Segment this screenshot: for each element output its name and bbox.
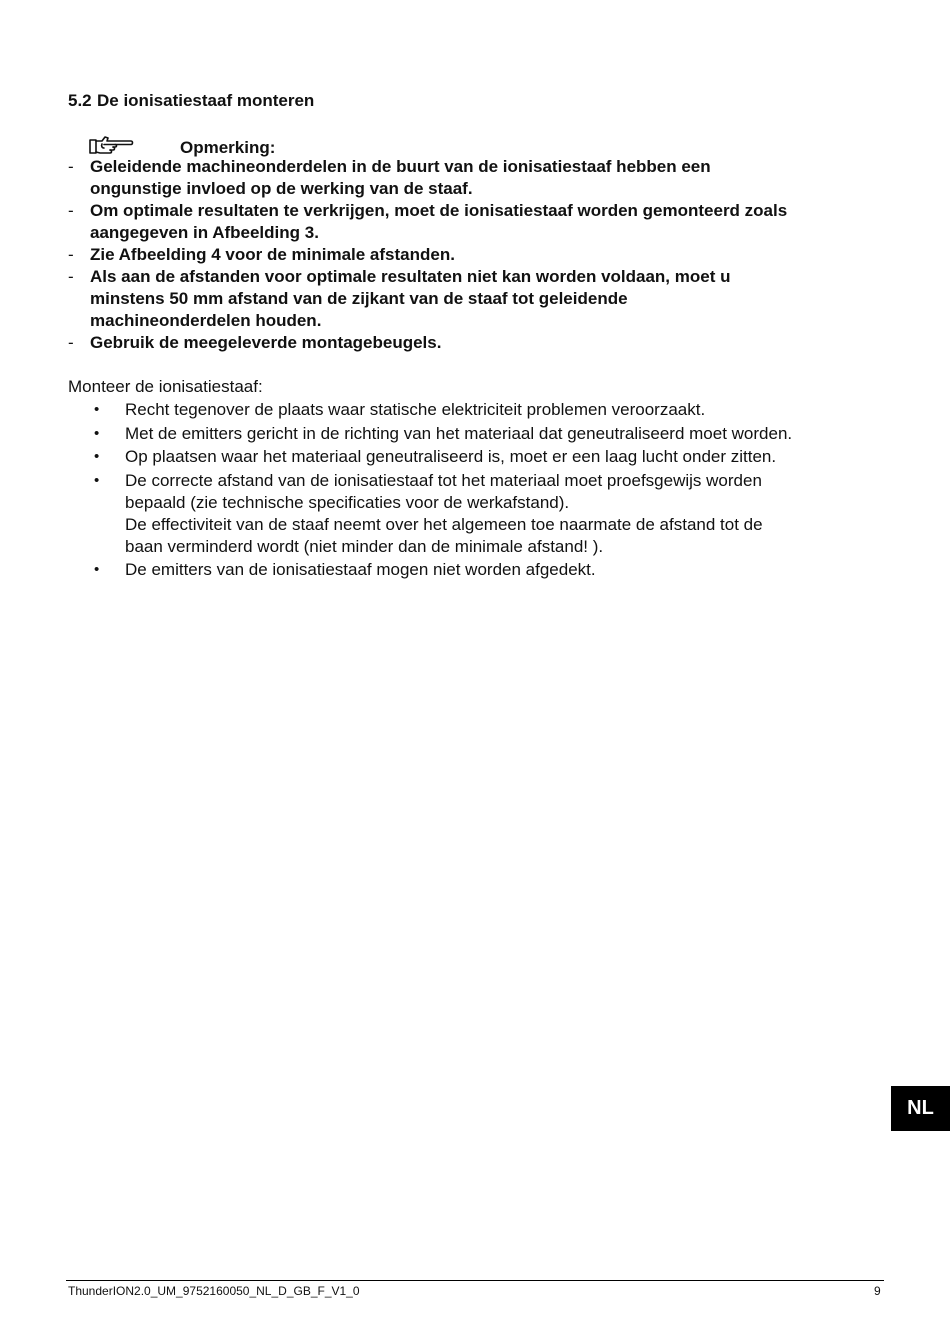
list-line: De emitters van de ionisatiestaaf mogen niet worden afgedekt.	[125, 560, 596, 579]
footer-document-id: ThunderION2.0_UM_9752160050_NL_D_GB_F_V1_0	[68, 1284, 360, 1298]
section-number: 5.2	[68, 91, 92, 110]
remark-line: Als aan de afstanden voor optimale resultaten niet kan worden voldaan, moet u	[90, 267, 731, 286]
remark-line: machineonderdelen houden.	[90, 311, 322, 330]
footer-divider	[66, 1280, 884, 1281]
list-line: bepaald (zie technische specificaties voor de werkafstand).	[125, 492, 570, 512]
remark-line: Geleidende machineonderdelen in de buurt van de ionisatiestaaf hebben een	[90, 157, 711, 176]
bullet-marker: •	[94, 471, 100, 489]
list-item	[94, 423, 894, 445]
list-marker: -	[68, 157, 74, 176]
remark-item	[68, 156, 888, 200]
remark-line: aangegeven in Afbeelding 3.	[90, 223, 319, 242]
note-label: Opmerking:	[180, 138, 276, 157]
remark-item	[68, 244, 888, 266]
list-marker: -	[68, 333, 74, 352]
remark-line: Zie Afbeelding 4 voor de minimale afstanden.	[90, 245, 455, 264]
list-marker: -	[68, 201, 74, 220]
note-header	[86, 131, 275, 157]
remark-line: minstens 50 mm afstand van de zijkant van de staaf tot geleidende	[90, 289, 628, 308]
list-line: De effectiviteit van de staaf neemt over het algemeen toe naarmate de afstand tot de	[125, 514, 763, 534]
list-line: baan verminderd wordt (niet minder dan de minimale afstand! ).	[125, 536, 604, 556]
remark-list	[68, 156, 888, 354]
section-title: De ionisatiestaaf monteren	[97, 91, 315, 110]
remark-line: Om optimale resultaten te verkrijgen, moet de ionisatiestaaf worden gemonteerd zoals	[90, 201, 788, 220]
pointing-hand-icon	[86, 131, 134, 157]
remark-line: ongunstige invloed op de werking van de staaf.	[90, 179, 473, 198]
list-line: Recht tegenover de plaats waar statische elektriciteit problemen veroorzaakt.	[125, 400, 706, 419]
bullet-marker: •	[94, 424, 100, 442]
list-line: Op plaatsen waar het materiaal geneutraliseerd is, moet er een laag lucht onder zitten.	[125, 447, 777, 466]
bullet-marker: •	[94, 448, 100, 465]
mount-intro: Monteer de ionisatiestaaf:	[68, 377, 263, 396]
bullet-marker: •	[94, 401, 100, 418]
page-number: 9	[874, 1284, 881, 1298]
section-heading	[68, 91, 314, 111]
remark-line: Gebruik de meegeleverde montagebeugels.	[90, 333, 442, 352]
mount-list	[94, 399, 894, 583]
list-item	[94, 446, 894, 468]
list-line: Met de emitters gericht in de richting van het materiaal dat geneutraliseerd moet worden.	[125, 423, 793, 443]
list-item	[94, 470, 894, 558]
language-tab: NL	[891, 1086, 950, 1131]
remark-item	[68, 200, 888, 244]
list-item	[94, 399, 894, 421]
remark-item	[68, 266, 888, 332]
list-marker: -	[68, 267, 74, 286]
remark-item	[68, 332, 888, 354]
list-marker: -	[68, 245, 74, 264]
list-line: De correcte afstand van de ionisatiestaaf tot het materiaal moet proefsgewijs worden	[125, 470, 762, 490]
list-item	[94, 559, 894, 581]
bullet-marker: •	[94, 561, 100, 578]
